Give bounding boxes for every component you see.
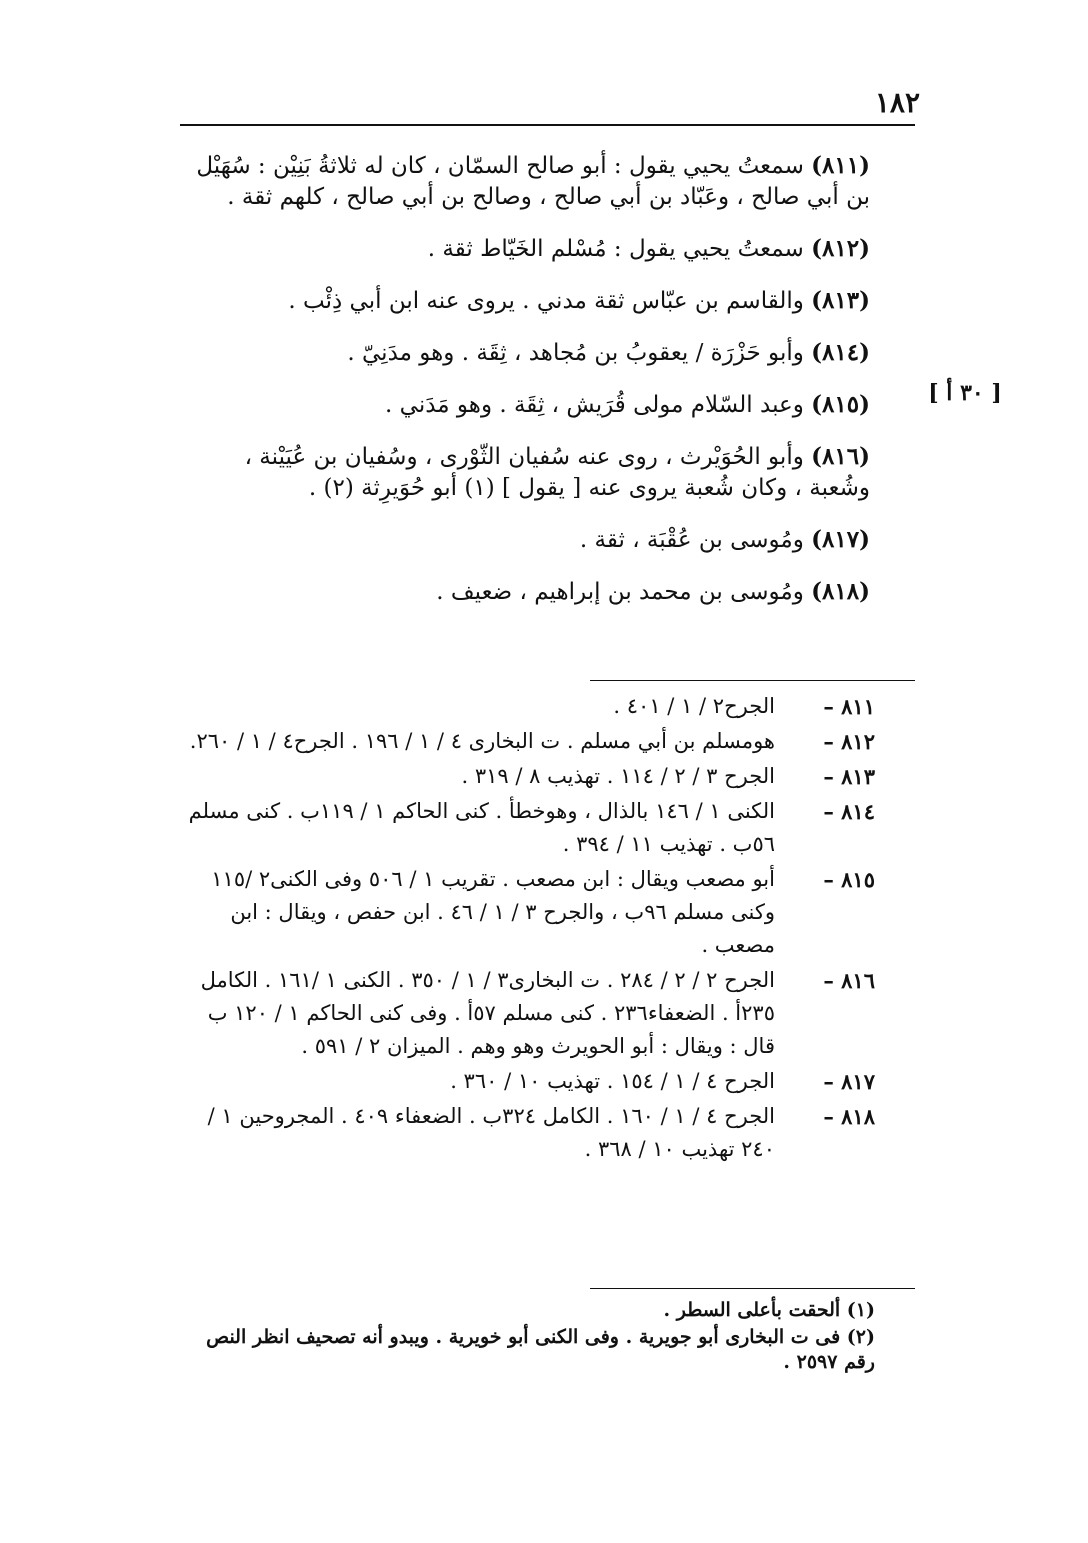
reference-item xyxy=(185,964,875,1063)
header-rule xyxy=(180,124,915,126)
reference-number: ٨١٤ – xyxy=(823,799,875,824)
reference-number: ٨١٦ – xyxy=(823,968,875,993)
reference-text: الجرح ٤ / ١ / ١٦٠ . الكامل ٣٢٤ب . الضعفاء ٤٠٩ . المجروحين ١ / ٢٤٠ تهذيب ١٠ / ٣٦٨ . xyxy=(207,1104,775,1161)
reference-number: ٨١٨ – xyxy=(823,1104,875,1129)
entry-text: وأبو الحُوَيْرث ، روى عنه سُفيان الثّوْرى ، وسُفيان بن عُيَيْنة ، وشُعبة ، وكان شُعبة يروى عنه [ يقول ] (١) أبو حُوَيرِثة (٢) . xyxy=(244,444,870,501)
reference-item xyxy=(185,760,875,793)
entry-813 xyxy=(185,285,910,317)
reference-number: ٨١٢ – xyxy=(823,729,875,754)
page-number: ١٨٢ xyxy=(874,86,920,119)
entry-text: والقاسم بن عبّاس ثقة مدني . يروى عنه ابن أبي ذِئْب . xyxy=(288,288,804,314)
reference-item xyxy=(185,690,875,723)
entry-text: ومُوسى بن محمد بن إبراهيم ، ضعيف . xyxy=(436,579,804,605)
entry-text: وعبد السّلام مولى قُرَيش ، ثِقَة . وهو مَدَني . xyxy=(385,392,804,418)
entry-number: (٨١٤) xyxy=(811,339,870,366)
entry-number: (٨١٧) xyxy=(811,526,870,553)
entry-817 xyxy=(185,524,910,556)
entry-text: ومُوسى بن عُقْبَة ، ثقة . xyxy=(579,527,804,553)
reference-text: الجرح ٣ / ٢ / ١١٤ . تهذيب ٨ / ٣١٩ . xyxy=(461,764,775,788)
footnote-2: (٢) فى ت البخارى أبو جويرية . وفى الكنى أبو خويرية . ويبدو أنه تصحيف انظر النص رقم ٢٥٩٧ . xyxy=(206,1326,875,1373)
reference-text: أبو مصعب ويقال : ابن مصعب . تقريب ١ / ٥٠٦ وفى الكنى٢ /١١٥ وكنى مسلم ٩٦ب ، والجرح ٣ / ١ / ٤٦ . ابن حفص ، ويقال : ابن مصعب . xyxy=(211,867,775,957)
footnote-1: (١) ألحقت بأعلى السطر . xyxy=(663,1299,875,1321)
reference-text: الجرح ٢ / ٢ / ٢٨٤ . ت البخارى٣ / ١ / ٣٥٠ . الكنى ١ /١٦١ . الكامل ٢٣٥أ . الضعفاء٢٣٦ . كنى مسلم ٥٧أ . وفى كنى الحاكم ١ / ١٢٠ ب قال : ويقال : أبو الحويرث وهو وهم . الميزان ٢ / ٥٩١ . xyxy=(200,968,775,1058)
reference-item xyxy=(185,1100,875,1166)
footnotes xyxy=(185,1298,875,1377)
references-list xyxy=(185,690,875,1168)
reference-item xyxy=(185,795,875,861)
reference-item xyxy=(185,1065,875,1098)
reference-number: ٨١٥ – xyxy=(823,867,875,892)
entry-text: سمعتُ يحيي يقول : مُسْلم الخَيّاط ثقة . xyxy=(427,236,804,262)
footnotes-divider xyxy=(590,1288,915,1289)
entry-number: (٨١٣) xyxy=(811,287,870,314)
reference-item xyxy=(185,863,875,962)
reference-number: ٨١١ – xyxy=(823,694,875,719)
reference-number: ٨١٣ – xyxy=(823,764,875,789)
reference-text: الكنى ١ / ١٤٦ بالذال ، وهوخطأ . كنى الحاكم ١ / ١١٩ب . كنى مسلم ٥٦ب . تهذيب ١١ / ٣٩٤ . xyxy=(188,799,775,856)
main-text xyxy=(185,150,910,628)
entry-812 xyxy=(185,233,910,265)
entry-816 xyxy=(185,441,910,504)
entry-text: وأبو حَزْرَة / يعقوبُ بن مُجاهد ، ثِقَة . وهو مدَنِيّ . xyxy=(347,340,804,366)
entry-811 xyxy=(185,150,910,213)
entry-number: (٨١٦) xyxy=(811,443,870,470)
reference-item xyxy=(185,725,875,758)
entry-818 xyxy=(185,576,910,608)
reference-text: هومسلم بن أبي مسلم . ت البخارى ٤ / ١ / ١٩٦ . الجرح٤ / ١ / ٢٦٠. xyxy=(189,729,775,753)
entry-number: (٨١٨) xyxy=(811,578,870,605)
reference-number: ٨١٧ – xyxy=(823,1069,875,1094)
reference-text: الجرح٢ / ١ / ٤٠١ . xyxy=(613,694,775,718)
entry-number: (٨١٢) xyxy=(811,235,870,262)
entry-text: سمعتُ يحيي يقول : أبو صالح السمّان ، كان له ثلاثةُ بَنِيْن : سُهَيْل بن أبي صالح ، وعَبّاد بن أبي صالح ، وصالح بن أبي صالح ، كلهم ثقة . xyxy=(196,153,870,210)
references-divider xyxy=(590,680,915,681)
entry-814 xyxy=(185,337,910,369)
entry-815 xyxy=(185,389,910,421)
entry-number: (٨١١) xyxy=(811,152,870,179)
reference-text: الجرح ٤ / ١ / ١٥٤ . تهذيب ١٠ / ٣٦٠ . xyxy=(450,1069,775,1093)
entry-number: (٨١٥) xyxy=(811,391,870,418)
margin-note: [ ٣٠ أ ] xyxy=(928,380,1002,406)
